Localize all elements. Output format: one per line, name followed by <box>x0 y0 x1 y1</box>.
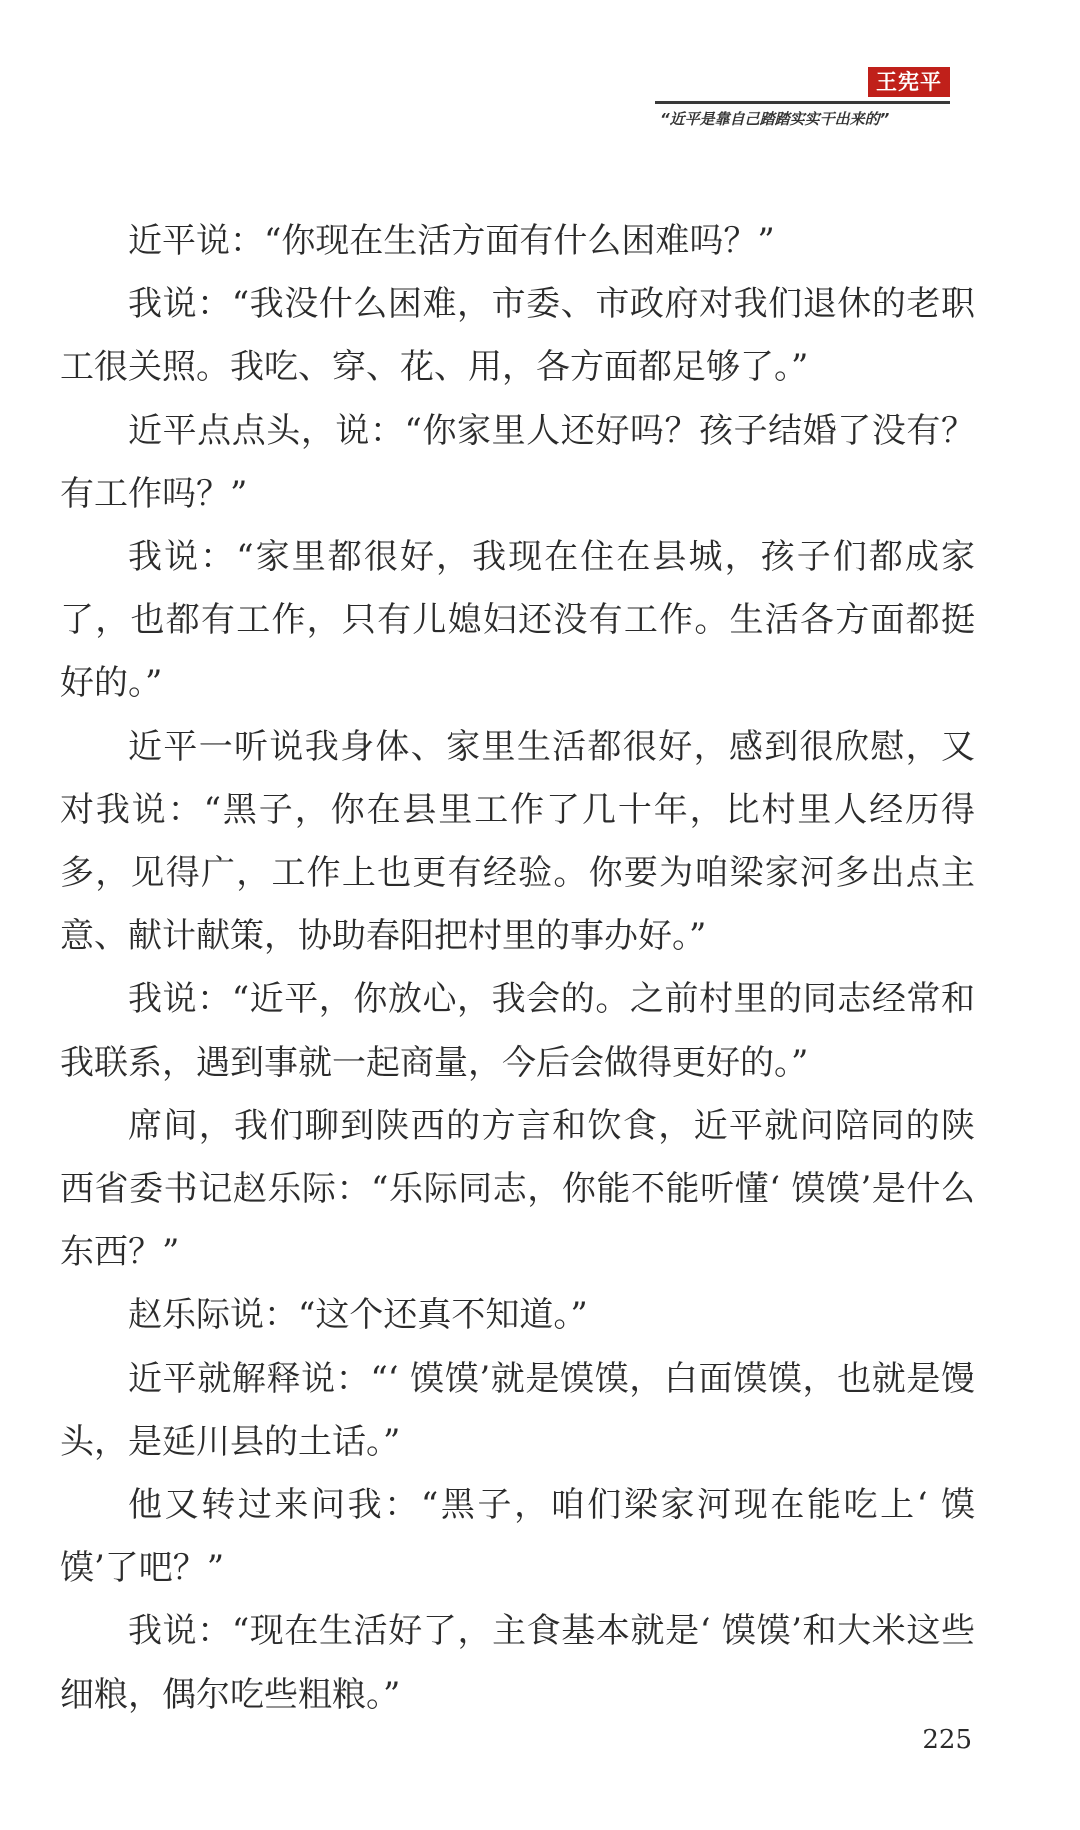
paragraph: 赵乐际说：“这个还真不知道。” <box>128 1295 588 1336</box>
paragraph: 近平说：“你现在生活方面有什么困难吗？” <box>128 221 775 261</box>
paragraph: 我说：“我没什么困难，市委、市政府对我们退休的老职工很关照。我吃、穿、花、用，各方面都足够了。” <box>60 284 975 388</box>
page-number: 225 <box>922 1725 972 1755</box>
author-badge: 王宪平 <box>868 67 950 97</box>
paragraph: 我说：“现在生活好了，主食基本就是‘ 馍馍’和大米这些细粮，偶尔吃些粗粮。” <box>60 1611 975 1715</box>
header-rule <box>655 101 950 104</box>
paragraph: 近平点点头，说：“你家里人还好吗？孩子结婚了没有？有工作吗？” <box>60 410 975 514</box>
paragraph: 我说：“家里都很好，我现在住在县城，孩子们都成家了，也都有工作，只有儿媳妇还没有工作。生活各方面都挺好的。” <box>60 537 975 704</box>
running-header <box>0 0 1080 140</box>
paragraph: 我说：“近平，你放心，我会的。之前村里的同志经常和我联系，遇到事就一起商量，今后会做得更好的。” <box>60 979 975 1083</box>
paragraph: 近平就解释说：“‘ 馍馍’就是馍馍，白面馍馍，也就是馒头，是延川县的土话。” <box>60 1358 975 1462</box>
paragraph: 他又转过来问我：“黑子，咱们梁家河现在能吃上‘ 馍馍’了吧？” <box>60 1485 975 1589</box>
paragraph: 近平一听说我身体、家里生活都很好，感到很欣慰，又对我说：“黑子，你在县里工作了几十年，比村里人经历得多，见得广，工作上也更有经验。你要为咱梁家河多出点主意、献计献策，协助春阳把村里的事办好。” <box>60 726 975 957</box>
paragraph: 席间，我们聊到陕西的方言和饮食，近平就问陪同的陕西省委书记赵乐际：“乐际同志，你能不能听懂‘ 馍馍’是什么东西？” <box>60 1105 975 1273</box>
body-text <box>60 210 975 1727</box>
header-subtitle: “近平是靠自己踏踏实实干出来的” <box>660 110 890 128</box>
